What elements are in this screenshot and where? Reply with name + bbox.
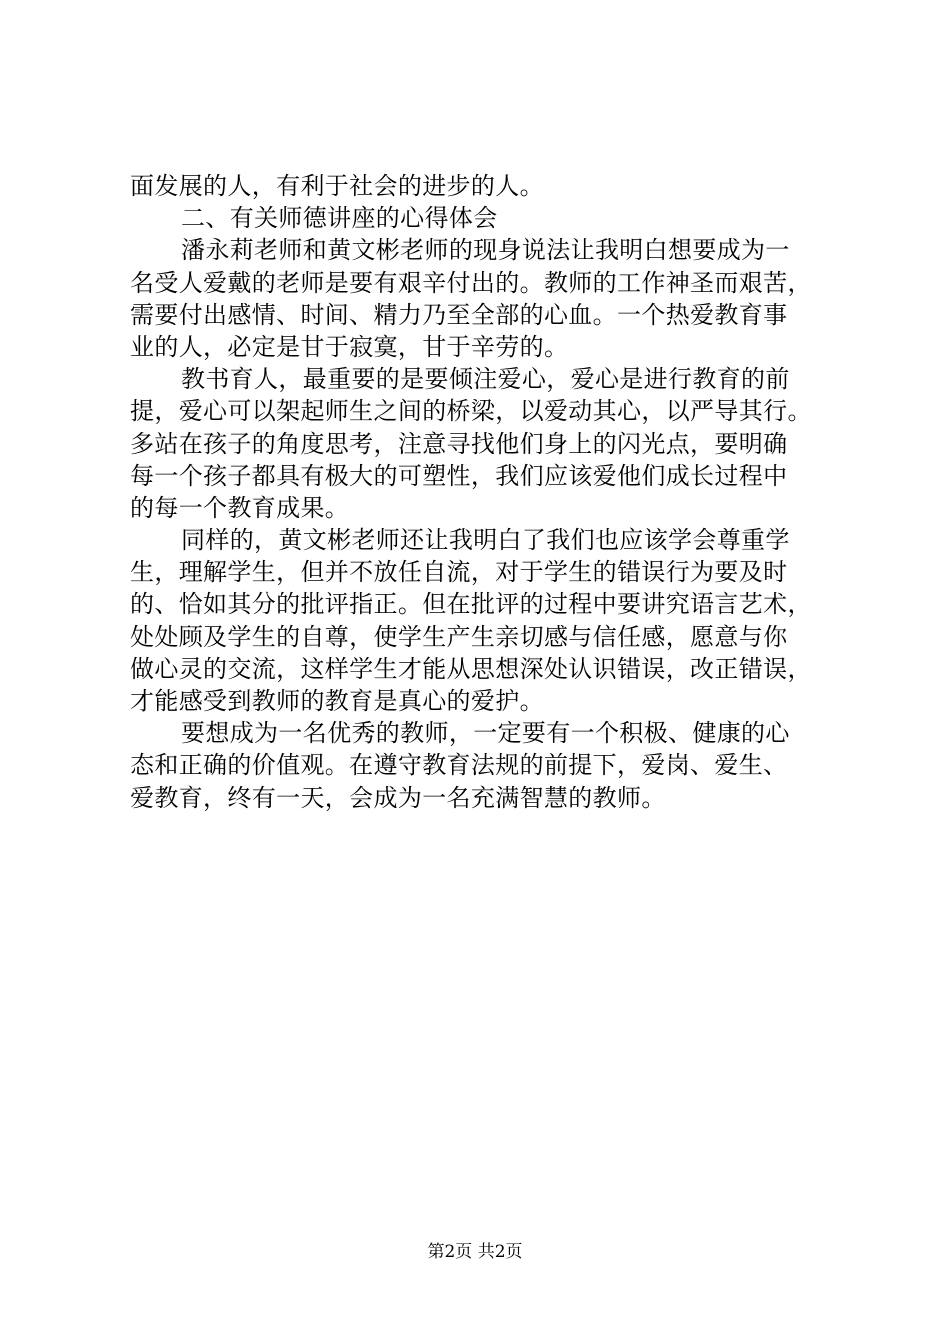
paragraph-1 — [130, 170, 830, 202]
paragraph-4 — [130, 363, 830, 524]
page-number-label: 第2页 共2页 — [427, 1242, 523, 1262]
text-line: 才能感受到教师的教育是真心的爱护。 — [130, 687, 544, 715]
text-line: 提，爱心可以架起师生之间的桥梁，以爱动其心，以严导其行。 — [130, 397, 812, 426]
text-line: 生，理解学生，但并不放任自流，对于学生的错误行为要及时 — [130, 558, 788, 587]
text-line: 需要付出感情、时间、精力乃至全部的心血。一个热爱教育事 — [130, 300, 788, 329]
text-line: 同样的，黄文彬老师还让我明白了我们也应该学会尊重学 — [181, 526, 790, 555]
page-footer — [0, 1242, 950, 1262]
text-line: 的每一个教育成果。 — [130, 493, 350, 522]
text-line: 的、恰如其分的批评指正。但在批评的过程中要讲究语言艺术， — [130, 590, 812, 619]
paragraph-5 — [130, 524, 830, 717]
text-line: 爱教育，终有一天，会成为一名充满智慧的教师。 — [130, 783, 666, 812]
text-line: 面发展的人，有利于社会的进步的人。 — [130, 172, 544, 200]
text-line: 要想成为一名优秀的教师，一定要有一个积极、健康的心 — [181, 719, 790, 748]
paragraph-3 — [130, 234, 830, 363]
text-line: 潘永莉老师和黄文彬老师的现身说法让我明白想要成为一 — [181, 236, 790, 265]
text-line: 名受人爱戴的老师是要有艰辛付出的。教师的工作神圣而艰苦， — [130, 268, 812, 297]
text-line: 每一个孩子都具有极大的可塑性，我们应该爱他们成长过程中 — [130, 461, 788, 490]
text-line: 态和正确的价值观。在遵守教育法规的前提下，爱岗、爱生、 — [130, 751, 788, 780]
text-line: 处处顾及学生的自尊，使学生产生亲切感与信任感，愿意与你 — [130, 622, 788, 651]
paragraph-6 — [130, 717, 830, 814]
section-heading-text: 二、有关师德讲座的心得体会 — [181, 204, 498, 233]
text-line: 做心灵的交流，这样学生才能从思想深处认识错误，改正错误， — [130, 654, 812, 683]
text-line: 业的人，必定是甘于寂寞，甘于辛劳的。 — [130, 332, 569, 361]
section-heading — [130, 202, 830, 234]
document-body — [130, 170, 830, 814]
text-line: 多站在孩子的角度思考，注意寻找他们身上的闪光点，要明确 — [130, 429, 788, 458]
text-line: 教书育人，最重要的是要倾注爱心，爱心是进行教育的前 — [181, 365, 790, 394]
